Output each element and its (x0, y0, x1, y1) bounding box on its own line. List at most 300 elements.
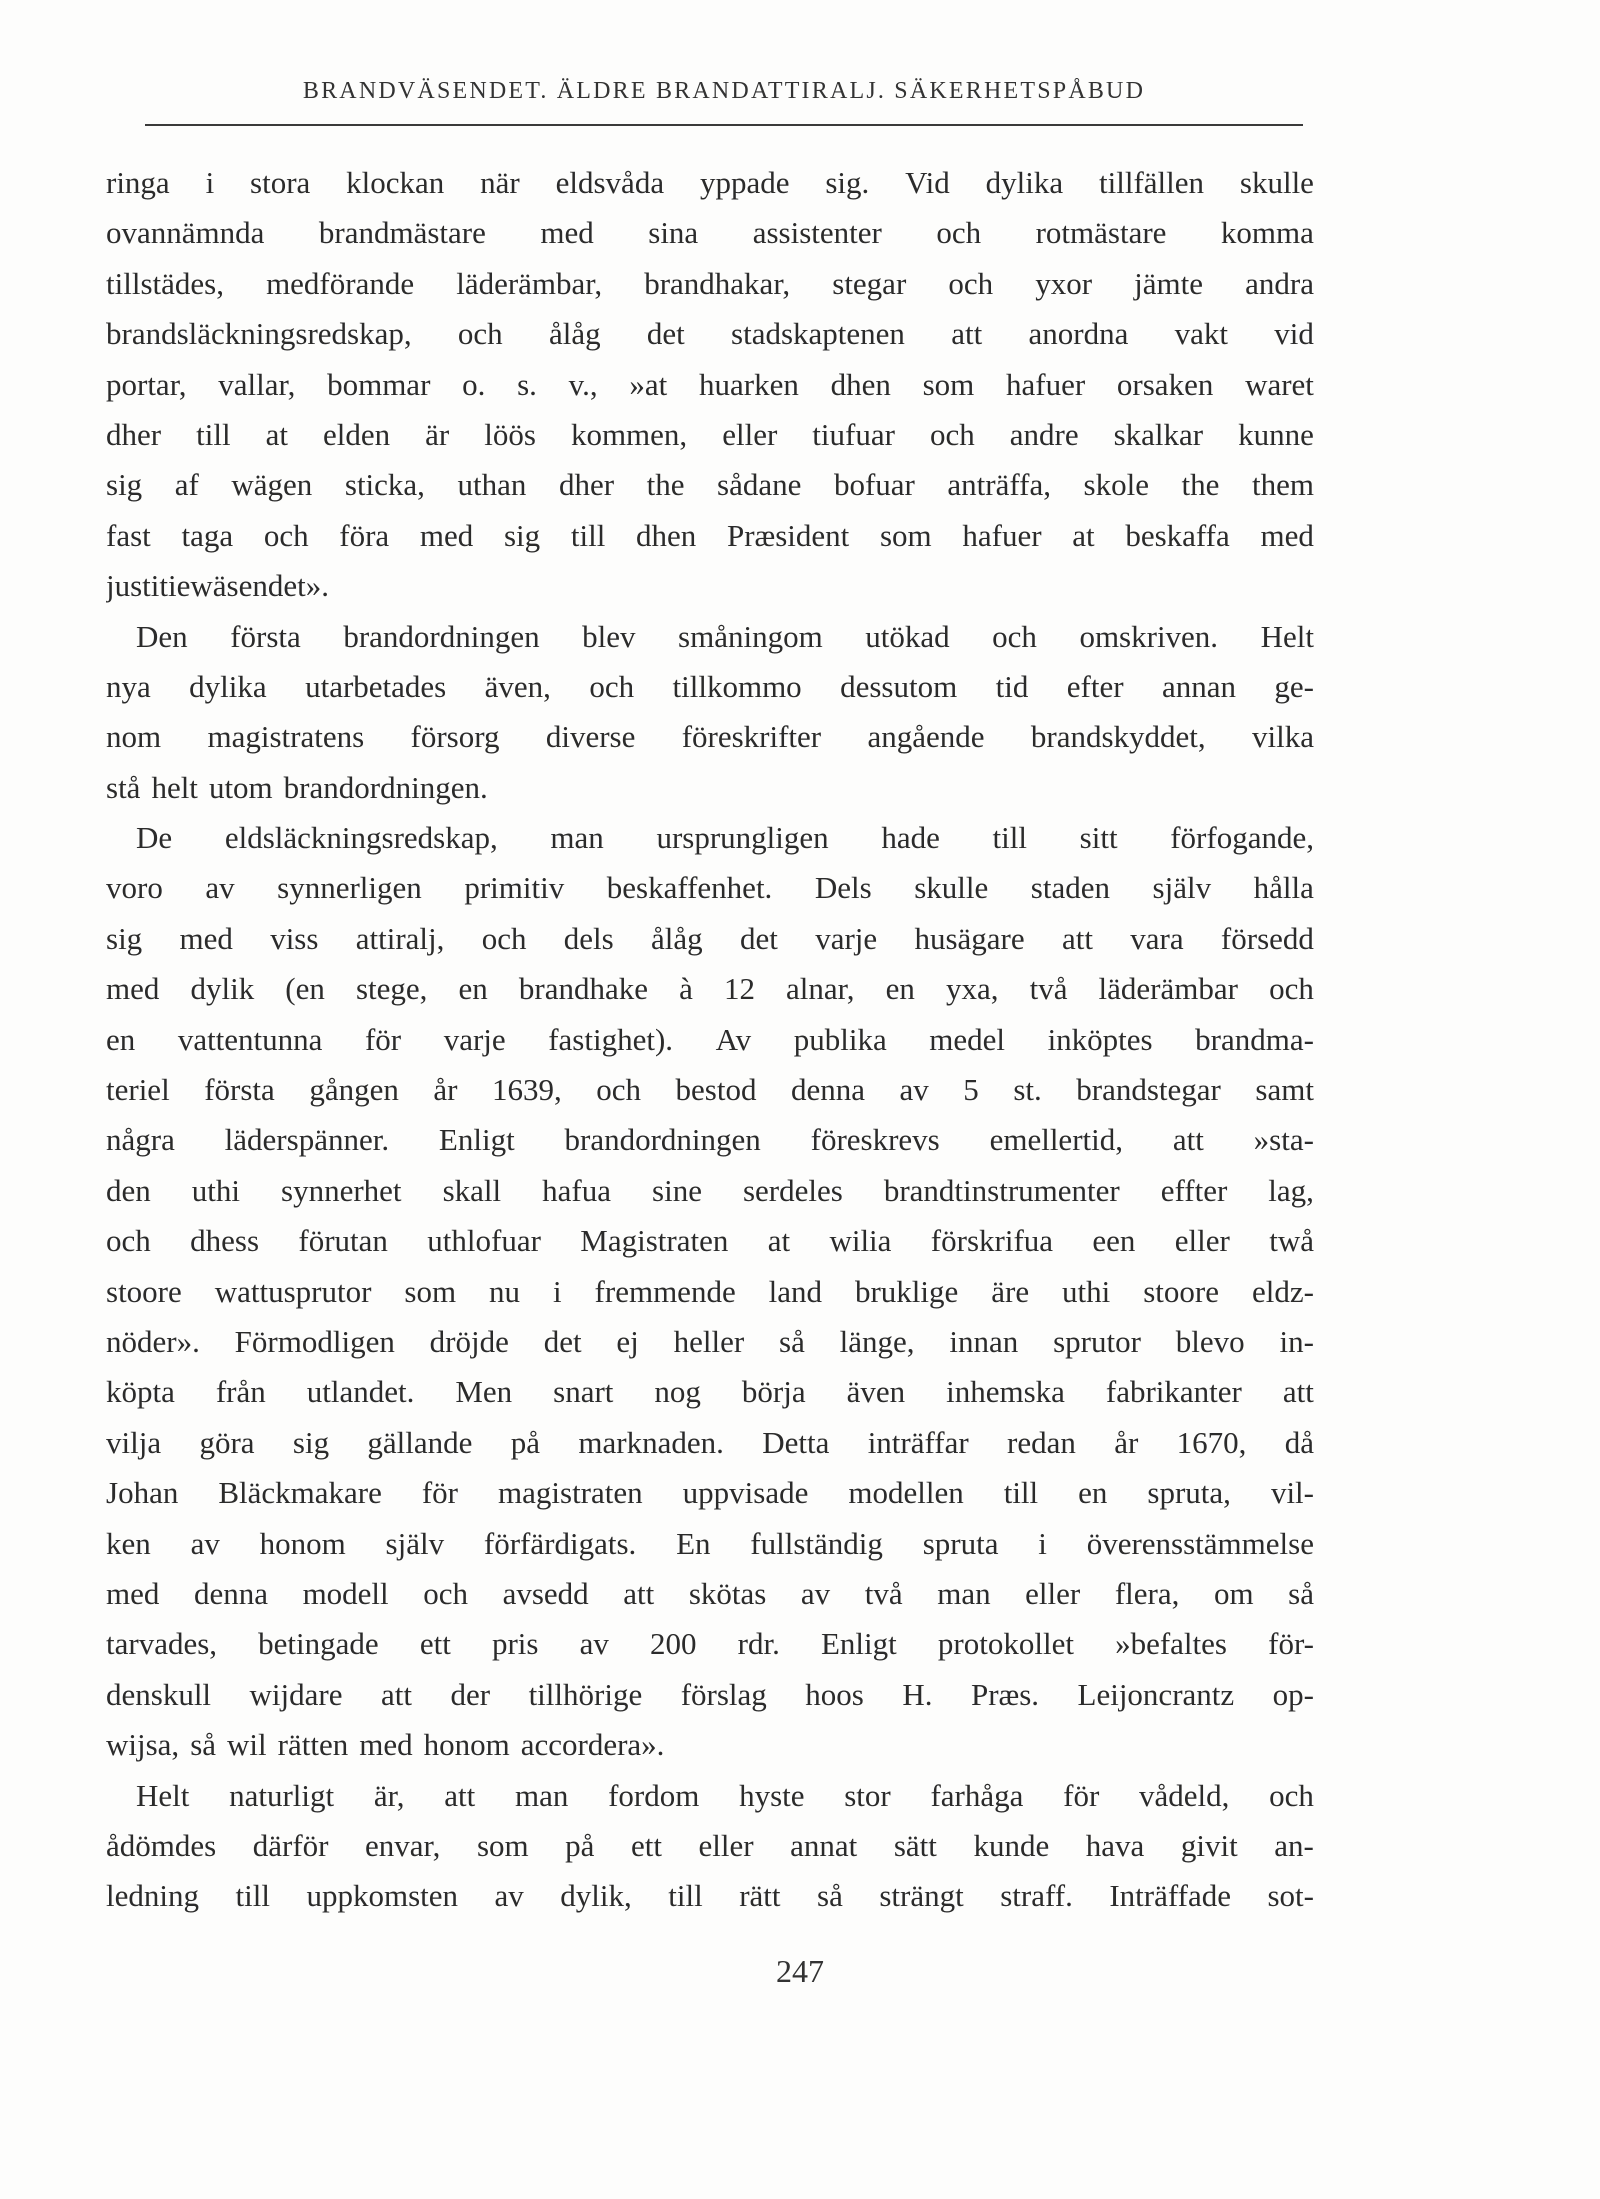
word: är (425, 416, 450, 452)
word: wijsa, (106, 1727, 180, 1763)
word: eller (1174, 1223, 1230, 1259)
word: utökad (865, 618, 950, 654)
word: H. (902, 1676, 933, 1712)
word: det (646, 316, 685, 352)
word: den (106, 1172, 151, 1208)
word: sine (652, 1172, 702, 1208)
word: stege, (355, 971, 428, 1007)
word: med (106, 1575, 160, 1611)
word: ringa (106, 165, 170, 200)
text-line (106, 1569, 1314, 1619)
word: der (450, 1676, 491, 1712)
word: Dels (814, 870, 872, 906)
word: för (1063, 1777, 1100, 1813)
word: läderämbar (1098, 971, 1238, 1007)
word: nog (654, 1374, 701, 1410)
word: vilka (1252, 719, 1314, 755)
word: ett (419, 1626, 451, 1662)
word: av (190, 1525, 220, 1561)
word: assistenter (752, 215, 882, 251)
word: yxor (1035, 265, 1093, 301)
word: synnerhet (281, 1172, 402, 1208)
word: utom (208, 769, 273, 805)
word: ett (630, 1827, 662, 1863)
word: även (846, 1374, 906, 1410)
word: en (458, 971, 488, 1007)
word: så (779, 1323, 805, 1359)
word: hyste (739, 1777, 805, 1813)
word: publika (793, 1021, 887, 1057)
word: omskriven. (1079, 618, 1219, 654)
word: att (381, 1676, 412, 1712)
word: år (1114, 1424, 1139, 1460)
text-line (106, 1418, 1314, 1468)
word: attiralj, (355, 920, 445, 956)
text-line (106, 1216, 1314, 1266)
word: serdeles (742, 1172, 843, 1208)
word: att (1061, 920, 1093, 956)
word: löös (484, 416, 536, 452)
word: land (768, 1273, 823, 1309)
word: sot- (1267, 1878, 1314, 1914)
word: elden (322, 416, 391, 452)
word: sticka, (344, 467, 425, 503)
word: eldz- (1251, 1273, 1314, 1309)
word: nu (489, 1273, 521, 1309)
word: 1670, (1176, 1424, 1247, 1460)
word: orsaken (1116, 366, 1214, 402)
word: inköptes (1047, 1021, 1153, 1057)
word: kommen, (570, 416, 688, 452)
word: tillkommo (672, 668, 802, 704)
word: hafua (542, 1172, 611, 1208)
word: dylika (189, 668, 267, 704)
word: beskaffa (1125, 517, 1230, 553)
word: köpta (106, 1374, 175, 1410)
word: ursprungligen (656, 820, 829, 856)
word: yxa, (945, 971, 999, 1007)
word: att (444, 1777, 476, 1813)
word: som (404, 1273, 457, 1309)
word: ålåg (548, 316, 601, 352)
word: med (106, 971, 160, 1007)
word: brandordningen. (283, 769, 488, 805)
word: 5 (963, 1072, 979, 1108)
word: Leijoncrantz (1077, 1676, 1235, 1712)
word: tillfällen (1099, 165, 1205, 200)
word: hade (881, 820, 940, 856)
word: (en (285, 971, 325, 1007)
word: skall (442, 1172, 502, 1208)
body-text (106, 158, 1314, 1922)
word: även, (484, 668, 551, 704)
word: och (948, 265, 994, 301)
word: at (1072, 517, 1095, 553)
text-line (106, 561, 1314, 611)
word: gången (309, 1072, 399, 1108)
text-line (106, 1367, 1314, 1417)
word: »sta- (1253, 1122, 1314, 1158)
word: alnar, (786, 971, 855, 1007)
word: andre (1009, 416, 1079, 452)
word: till (570, 517, 606, 553)
word: läderämbar, (456, 265, 603, 301)
word: och (596, 1072, 641, 1108)
word: så (190, 1727, 217, 1763)
word: wilia (829, 1223, 892, 1259)
word: bofuar (833, 467, 915, 503)
word: skulle (1239, 165, 1314, 200)
word: försedd (1220, 920, 1314, 956)
word: yppade (699, 165, 790, 200)
word: avsedd (502, 1575, 589, 1611)
word: vilja (106, 1424, 162, 1460)
word: honom (423, 1727, 510, 1763)
text-line (106, 158, 1314, 208)
word: och (1269, 971, 1314, 1007)
word: utarbetades (305, 668, 447, 704)
word: sig. (825, 165, 870, 200)
word: för (364, 1021, 402, 1057)
word: och (936, 215, 982, 251)
word: blevo (1175, 1323, 1245, 1359)
word: spruta (922, 1525, 999, 1561)
word: stoore (1143, 1273, 1219, 1309)
word: att (1172, 1122, 1204, 1158)
word: att (1282, 1374, 1314, 1410)
word: två (864, 1575, 903, 1611)
word: anträffa, (947, 467, 1051, 503)
word: varje (815, 920, 878, 956)
word: äre (991, 1273, 1030, 1309)
word: till (992, 820, 1027, 856)
word: givit (1180, 1827, 1238, 1863)
word: Præs. (970, 1676, 1040, 1712)
word: effter (1160, 1172, 1228, 1208)
word: fabrikanter (1105, 1374, 1242, 1410)
word: anordna (1028, 316, 1129, 352)
word: flera, (1114, 1575, 1180, 1611)
word: betingade (258, 1626, 379, 1662)
word: sig (106, 467, 143, 503)
word: o. (462, 366, 486, 402)
word: lag, (1268, 1172, 1314, 1208)
word: 1639, (491, 1072, 562, 1108)
word: tillhörige (528, 1676, 643, 1712)
word: wil (227, 1727, 267, 1763)
word: komma (1220, 215, 1314, 251)
word: ledning (106, 1878, 199, 1914)
word: tillstädes, (106, 265, 224, 301)
word: diverse (545, 719, 636, 755)
word: tid (995, 668, 1029, 704)
word: man (937, 1575, 991, 1611)
word: justitiewäsendet». (106, 568, 329, 604)
word: med (419, 517, 474, 553)
text-line (106, 511, 1314, 561)
word: stoore (106, 1273, 182, 1309)
word: samt (1255, 1072, 1314, 1108)
word: efter (1066, 668, 1124, 704)
word: så (817, 1878, 843, 1914)
word: denna (790, 1072, 865, 1108)
word: Vid (905, 165, 950, 200)
word: rätten (277, 1727, 349, 1763)
word: till (668, 1878, 703, 1914)
word: och (589, 668, 635, 704)
text-line (106, 1821, 1314, 1871)
word: nöder». (106, 1323, 200, 1359)
word: 200 (650, 1626, 697, 1662)
word: sätt (893, 1827, 937, 1863)
word: eldsvåda (555, 165, 665, 200)
word: två (1029, 971, 1068, 1007)
word: i (552, 1273, 562, 1309)
text-line (106, 914, 1314, 964)
text-line (106, 1670, 1314, 1720)
word: synnerligen (277, 870, 422, 906)
word: och (263, 517, 309, 553)
word: annan (1161, 668, 1236, 704)
word: när (480, 165, 520, 200)
word: förfärdigats. (483, 1525, 637, 1561)
word: wattusprutor (214, 1273, 372, 1309)
word: skulle (914, 870, 989, 906)
word: Johan (106, 1475, 179, 1511)
word: som (476, 1827, 529, 1863)
text-line (106, 1065, 1314, 1115)
word: the (1181, 467, 1220, 503)
word: at (265, 416, 288, 452)
word: naturligt (229, 1777, 335, 1813)
word: förskrifua (930, 1223, 1054, 1259)
word: à (679, 971, 693, 1007)
word: husägare (914, 920, 1025, 956)
text-line (106, 208, 1314, 258)
text-line (106, 1267, 1314, 1317)
word: en (1078, 1475, 1108, 1511)
word: brandsläckningsredskap, (106, 316, 412, 352)
word: brandma- (1195, 1021, 1314, 1057)
word: av (205, 870, 235, 906)
word: uppkomsten (306, 1878, 459, 1914)
text-line (106, 863, 1314, 913)
word: man (550, 820, 604, 856)
word: eller (1025, 1575, 1081, 1611)
word: magistratens (207, 719, 365, 755)
word: sitt (1079, 820, 1118, 856)
word: det (740, 920, 778, 956)
word: ken (106, 1525, 151, 1561)
word: blev (582, 618, 636, 654)
word: med (179, 920, 233, 956)
word: kunne (1238, 416, 1314, 452)
word: brandhake (518, 971, 648, 1007)
header-rule (145, 124, 1303, 126)
word: med (359, 1727, 413, 1763)
word: op- (1272, 1676, 1314, 1712)
word: nya (106, 668, 151, 704)
text-line (106, 1468, 1314, 1518)
text-line (106, 259, 1314, 309)
text-line (106, 410, 1314, 460)
word: göra (199, 1424, 255, 1460)
word: som (879, 517, 932, 553)
word: tiufuar (812, 416, 895, 452)
word: utlandet. (306, 1374, 415, 1410)
word: medförande (266, 265, 415, 301)
word: brandstegar (1076, 1072, 1221, 1108)
word: Detta (762, 1424, 830, 1460)
word: ovannämnda (106, 215, 265, 251)
word: och (929, 416, 975, 452)
word: inhemska (946, 1374, 1065, 1410)
word: annat (790, 1827, 858, 1863)
word: och (106, 1223, 151, 1259)
word: sådane (717, 467, 802, 503)
word: till (196, 416, 231, 452)
word: protokollet (937, 1626, 1074, 1662)
word: att (951, 316, 983, 352)
text-line (106, 1771, 1314, 1821)
word: primitiv (464, 870, 565, 906)
word: Av (715, 1021, 752, 1057)
word: med (540, 215, 594, 251)
word: dhen (636, 517, 697, 553)
word: Förmodligen (234, 1323, 395, 1359)
word: v., (568, 366, 598, 402)
word: med (1260, 517, 1314, 553)
word: af (174, 467, 199, 503)
text-line (106, 612, 1314, 662)
word: modell (302, 1575, 389, 1611)
word: brandordningen (343, 618, 540, 654)
word: år (433, 1072, 458, 1108)
word: En (676, 1525, 711, 1561)
word: the (646, 467, 685, 503)
word: innan (949, 1323, 1019, 1359)
text-line (106, 964, 1314, 1014)
word: ålåg (651, 920, 703, 956)
word: hafuer (962, 517, 1042, 553)
word: stor (844, 1777, 891, 1813)
word: försorg (410, 719, 500, 755)
word: stora (250, 165, 311, 200)
word: dhen (830, 366, 891, 402)
word: som (922, 366, 975, 402)
word: för (421, 1475, 459, 1511)
word: gällande (367, 1424, 473, 1460)
word: vattentunna (177, 1021, 323, 1057)
word: första (204, 1072, 275, 1108)
word: at (767, 1223, 791, 1259)
word: om (1213, 1575, 1254, 1611)
word: några (106, 1122, 175, 1158)
word: ådömdes (106, 1827, 217, 1863)
text-line (106, 309, 1314, 359)
word: dylika (985, 165, 1064, 200)
text-line (106, 1720, 1314, 1770)
word: marknaden. (578, 1424, 724, 1460)
word: dessutom (840, 668, 958, 704)
word: magistraten (498, 1475, 643, 1511)
word: så (1288, 1575, 1314, 1611)
word: viss (270, 920, 319, 956)
word: brandskyddet, (1030, 719, 1206, 755)
text-line (106, 763, 1314, 813)
word: fordom (608, 1777, 700, 1813)
word: bommar (327, 366, 431, 402)
word: emellertid, (989, 1122, 1123, 1158)
word: till (1003, 1475, 1039, 1511)
word: wijdare (249, 1676, 343, 1712)
word: kunde (973, 1827, 1050, 1863)
word: sprutor (1053, 1323, 1141, 1359)
word: eller (698, 1827, 754, 1863)
word: läderspänner. (224, 1122, 390, 1158)
word: skalkar (1113, 416, 1204, 452)
word: eldsläckningsredskap, (224, 820, 498, 856)
word: Præsident (726, 517, 850, 553)
word: vara (1130, 920, 1184, 956)
word: från (215, 1374, 266, 1410)
word: redan (1007, 1424, 1076, 1460)
word: wägen (231, 467, 313, 503)
word: brandmästare (318, 215, 486, 251)
word: inträffar (867, 1424, 969, 1460)
word: sig (292, 1424, 330, 1460)
word: fast (106, 517, 151, 553)
word: vådeld, (1139, 1777, 1230, 1813)
word: staden (1030, 870, 1110, 906)
word: hålla (1253, 870, 1314, 906)
word: förslag (680, 1676, 767, 1712)
word: accordera». (520, 1727, 665, 1763)
word: modellen (848, 1475, 964, 1511)
word: Inträffade (1109, 1878, 1231, 1914)
word: strängt (879, 1878, 964, 1914)
word: farhåga (930, 1777, 1024, 1813)
word: jämte (1134, 265, 1204, 301)
word: andra (1245, 265, 1314, 301)
word: av (579, 1626, 609, 1662)
word: vil- (1270, 1475, 1314, 1511)
word: själv (1152, 870, 1212, 906)
word: sina (648, 215, 699, 251)
word: rotmästare (1035, 215, 1167, 251)
word: st. (1013, 1072, 1042, 1108)
word: bestod (675, 1072, 757, 1108)
word: själv (385, 1525, 445, 1561)
word: taga (181, 517, 234, 553)
word: ej (616, 1323, 639, 1359)
word: brandtinstrumenter (883, 1172, 1120, 1208)
word: Men (455, 1374, 513, 1410)
word: beskaffenhet. (606, 870, 773, 906)
word: och (1269, 1777, 1314, 1813)
word: »befaltes (1115, 1626, 1227, 1662)
text-line (106, 1871, 1314, 1921)
word: till (235, 1878, 270, 1914)
word: straff. (1000, 1878, 1073, 1914)
word: een (1092, 1223, 1136, 1259)
word: första (230, 618, 301, 654)
word: denna (193, 1575, 268, 1611)
word: då (1284, 1424, 1314, 1460)
word: dylik, (560, 1878, 632, 1914)
word: sig (106, 920, 143, 956)
word: spruta, (1147, 1475, 1231, 1511)
